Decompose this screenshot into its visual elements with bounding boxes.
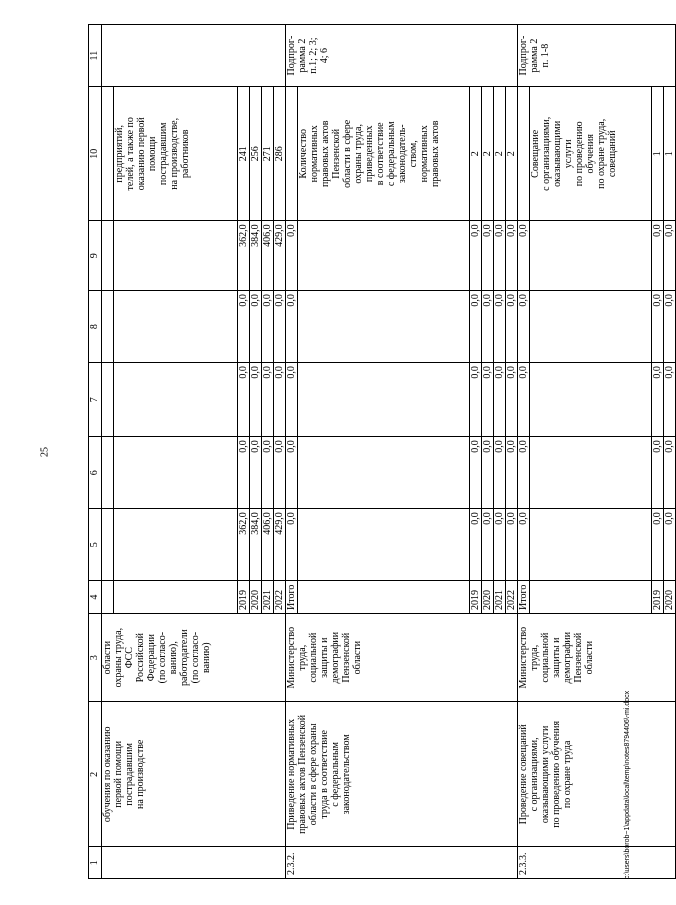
amount-c7: 0,0 <box>506 363 518 437</box>
indicator-text: Количество нормативных правовых актов Пензенской области в сфере охраны труда, приведенных в соответствие с федеральным законодатель- ством, нормативных правовых актов <box>298 119 441 188</box>
amount-c5: 0,0 <box>506 509 518 581</box>
total-value <box>286 87 298 221</box>
year-spacer <box>114 581 238 614</box>
indicator-text: Совещание с организациями, оказывающими услуги по проведению обучения по охране труда, совещаний <box>530 116 618 191</box>
blank-cell <box>114 509 238 581</box>
item-number-text: 2.3.3. <box>518 852 529 875</box>
item-name <box>286 702 518 847</box>
amount-c9: 362,0 <box>238 221 250 291</box>
program-reference <box>286 25 518 87</box>
amount-c7: 0,0 <box>250 363 262 437</box>
program-reference-text: Подпрог- рамма 2 п.1; 2; 3; 4; 6 <box>286 35 330 76</box>
year: 2020 <box>664 581 676 614</box>
block-row <box>518 25 530 879</box>
year: 2019 <box>470 581 482 614</box>
item-number-text: 2.3.2. <box>286 852 297 875</box>
year: 2020 <box>250 581 262 614</box>
page-number: 25 <box>39 447 51 457</box>
blank-cell <box>530 437 652 509</box>
amount-c6: 0,0 <box>506 437 518 509</box>
column-number: 3 <box>89 613 102 701</box>
amount-c8: 0,0 <box>250 291 262 363</box>
amount-c9: 0,0 <box>470 221 482 291</box>
indicator-value: 2 <box>506 87 518 221</box>
total-value <box>102 221 114 291</box>
indicator-value: 2 <box>494 87 506 221</box>
item-number <box>518 847 676 879</box>
blank-cell <box>298 291 470 363</box>
indicator <box>114 87 238 221</box>
column-number: 1 <box>89 847 102 879</box>
blank-cell <box>530 363 652 437</box>
amount-c8: 0,0 <box>262 291 274 363</box>
year: 2021 <box>494 581 506 614</box>
year-spacer <box>530 581 652 614</box>
total-value: 0,0 <box>286 363 298 437</box>
amount-c7: 0,0 <box>494 363 506 437</box>
amount-c5: 429,0 <box>274 509 286 581</box>
column-number: 5 <box>89 509 102 581</box>
column-number: 11 <box>89 25 102 87</box>
total-value: 0,0 <box>286 509 298 581</box>
item-number <box>102 847 286 879</box>
total-value: 0,0 <box>286 291 298 363</box>
total-label <box>102 581 114 614</box>
amount-c9: 406,0 <box>262 221 274 291</box>
total-value <box>102 437 114 509</box>
column-number: 7 <box>89 363 102 437</box>
indicator-value: 286 <box>274 87 286 221</box>
program-reference <box>102 25 286 87</box>
indicator-value: 241 <box>238 87 250 221</box>
indicator-value: 1 <box>664 87 676 221</box>
block-row <box>102 25 114 879</box>
year: 2020 <box>482 581 494 614</box>
column-number-row <box>89 25 102 879</box>
amount-c6: 0,0 <box>482 437 494 509</box>
amount-c6: 0,0 <box>494 437 506 509</box>
total-value: 0,0 <box>286 221 298 291</box>
indicator-value: 1 <box>652 87 664 221</box>
total-label: Итого <box>286 581 298 614</box>
indicator <box>298 87 470 221</box>
executor <box>102 613 286 701</box>
amount-c8: 0,0 <box>470 291 482 363</box>
amount-c9: 384,0 <box>250 221 262 291</box>
amount-c9: 0,0 <box>494 221 506 291</box>
amount-c8: 0,0 <box>652 291 664 363</box>
rotated-page-content <box>88 24 675 879</box>
amount-c6: 0,0 <box>238 437 250 509</box>
amount-c5: 0,0 <box>652 509 664 581</box>
total-value: 0,0 <box>518 221 530 291</box>
amount-c5: 384,0 <box>250 509 262 581</box>
blank-cell <box>530 291 652 363</box>
executor-text: Министерство труда, социальной защиты и демографии Пензенской области <box>286 626 363 689</box>
amount-c7: 0,0 <box>262 363 274 437</box>
amount-c8: 0,0 <box>506 291 518 363</box>
executor-text: Министерство труда, социальной защиты и демографии Пензенской области <box>518 626 595 689</box>
indicator-value: 271 <box>262 87 274 221</box>
column-number: 6 <box>89 437 102 509</box>
total-value <box>518 87 530 221</box>
column-number: 8 <box>89 291 102 363</box>
amount-c6: 0,0 <box>250 437 262 509</box>
blank-cell <box>298 509 470 581</box>
amount-c6: 0,0 <box>664 437 676 509</box>
amount-c7: 0,0 <box>652 363 664 437</box>
amount-c6: 0,0 <box>470 437 482 509</box>
total-value <box>102 363 114 437</box>
blank-cell <box>114 221 238 291</box>
blank-cell <box>114 437 238 509</box>
column-number: 2 <box>89 702 102 847</box>
total-value: 0,0 <box>518 509 530 581</box>
amount-c9: 0,0 <box>664 221 676 291</box>
amount-c5: 362,0 <box>238 509 250 581</box>
amount-c9: 429,0 <box>274 221 286 291</box>
total-value: 0,0 <box>518 437 530 509</box>
block-row <box>286 25 298 879</box>
program-table <box>88 24 676 879</box>
total-value: 0,0 <box>518 363 530 437</box>
blank-cell <box>114 363 238 437</box>
amount-c9: 0,0 <box>506 221 518 291</box>
amount-c5: 0,0 <box>482 509 494 581</box>
amount-c9: 0,0 <box>652 221 664 291</box>
amount-c7: 0,0 <box>238 363 250 437</box>
year: 2021 <box>262 581 274 614</box>
amount-c7: 0,0 <box>470 363 482 437</box>
year: 2019 <box>238 581 250 614</box>
column-number: 10 <box>89 87 102 221</box>
executor-text: области охраны труда, ФСС Российской Федерации (по согласо- ванию), работодатели (по согласо- ванию) <box>102 627 212 688</box>
amount-c6: 0,0 <box>274 437 286 509</box>
item-name-text: Проведение совещаний с организациями, оказывающими услуги по проведению обучения по охране труда <box>518 720 573 828</box>
column-number: 4 <box>89 581 102 614</box>
executor <box>286 613 518 701</box>
indicator <box>530 87 652 221</box>
amount-c8: 0,0 <box>274 291 286 363</box>
blank-cell <box>530 221 652 291</box>
program-reference-text: Подпрог- рамма 2 п. 1-8 <box>518 35 551 76</box>
blank-cell <box>114 291 238 363</box>
executor <box>518 613 676 701</box>
amount-c9: 0,0 <box>482 221 494 291</box>
amount-c5: 0,0 <box>470 509 482 581</box>
total-label: Итого <box>518 581 530 614</box>
indicator-value: 256 <box>250 87 262 221</box>
total-value: 0,0 <box>518 291 530 363</box>
amount-c7: 0,0 <box>482 363 494 437</box>
year: 2022 <box>506 581 518 614</box>
blank-cell <box>530 509 652 581</box>
item-number <box>286 847 518 879</box>
amount-c8: 0,0 <box>482 291 494 363</box>
amount-c8: 0,0 <box>494 291 506 363</box>
amount-c8: 0,0 <box>238 291 250 363</box>
item-name <box>518 702 676 847</box>
indicator-value: 2 <box>470 87 482 221</box>
amount-c5: 0,0 <box>494 509 506 581</box>
column-number: 9 <box>89 221 102 291</box>
item-name-text: Приведение нормативных правовых актов Пензенской области в сфере охраны труда в соответствие с федеральным законодательством <box>286 714 352 834</box>
amount-c6: 0,0 <box>262 437 274 509</box>
footer-file-path: c:\users\borob~1\appdata\local\temp\notes8794406\-mi.docx <box>624 690 631 879</box>
item-name-text: обучения по оказанию первой помощи пострадавшим на производстве <box>102 726 146 823</box>
item-name <box>102 702 286 847</box>
indicator-text: предприятий, телей, а также по оказанию первой помощи пострадавшим на производстве, работников <box>114 117 191 191</box>
blank-cell <box>298 363 470 437</box>
amount-c7: 0,0 <box>664 363 676 437</box>
year: 2022 <box>274 581 286 614</box>
blank-cell <box>298 221 470 291</box>
amount-c5: 406,0 <box>262 509 274 581</box>
total-value <box>102 87 114 221</box>
amount-c5: 0,0 <box>664 509 676 581</box>
year-spacer <box>298 581 470 614</box>
amount-c6: 0,0 <box>652 437 664 509</box>
total-value <box>102 509 114 581</box>
amount-c8: 0,0 <box>664 291 676 363</box>
total-value <box>102 291 114 363</box>
amount-c7: 0,0 <box>274 363 286 437</box>
indicator-value: 2 <box>482 87 494 221</box>
program-reference <box>518 25 676 87</box>
table-body <box>89 25 676 879</box>
year: 2019 <box>652 581 664 614</box>
blank-cell <box>298 437 470 509</box>
total-value: 0,0 <box>286 437 298 509</box>
